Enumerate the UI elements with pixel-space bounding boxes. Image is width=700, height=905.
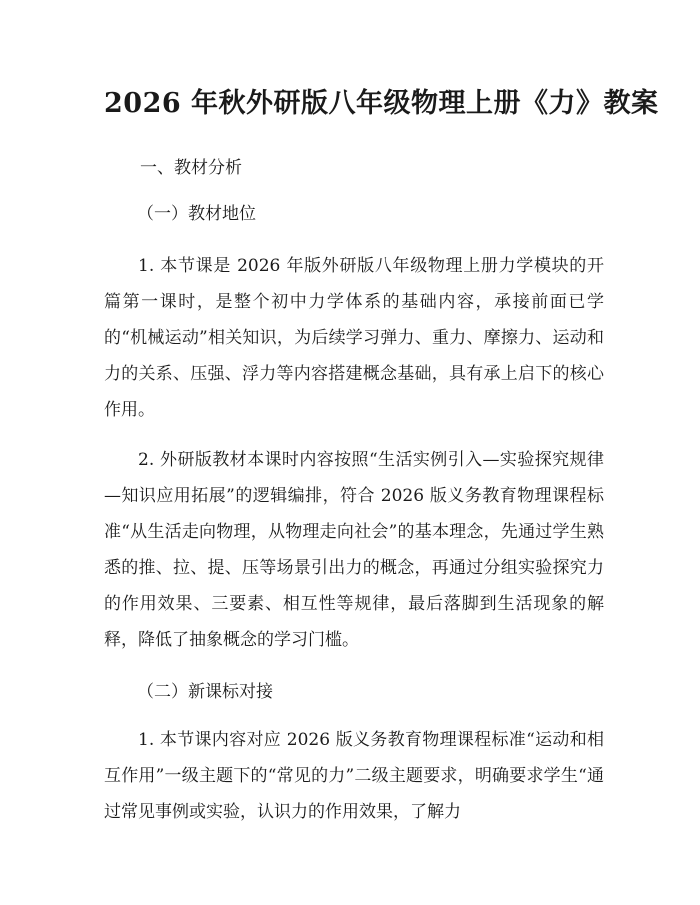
subsection-heading-curriculum-standards: （二）新课标对接 (137, 682, 273, 702)
paragraph-textbook-status-1: 1. 本节课是 2026 年版外研版八年级物理上册力学模块的开篇第一课时，是整个初中力学体系的基础内容，承接前面已学的“机械运动”相关知识，为后续学习弹力、重力、摩擦力、运动和力的关系、压强、浮力等内容搭建概念基础，具有承上启下的核心作用。 (104, 256, 604, 420)
subsection-heading-textbook-status: （一）教材地位 (137, 204, 256, 224)
section-heading-textbook-analysis: 一、教材分析 (140, 158, 242, 178)
document-title: 2026 年秋外研版八年级物理上册《力》教案 (104, 88, 659, 119)
paragraph-textbook-status-2: 2. 外研版教材本课时内容按照“生活实例引入—实验探究规律—知识应用拓展”的逻辑编排，符合 2026 版义务教育物理课程标准“从生活走向物理，从物理走向社会”的基本理念，先通过学生熟悉的推、拉、提、压等场景引出力的概念，再通过分组实验探究力的作用效果、三要素、相互性等规律，最后落脚到生活现象的解释，降低了抽象概念的学习门槛。 (104, 450, 604, 650)
paragraph-curriculum-standards-1: 1. 本节课内容对应 2026 版义务教育物理课程标准“运动和相互作用”一级主题下的“常见的力”二级主题要求，明确要求学生“通过常见事例或实验，认识力的作用效果，了解力 (104, 730, 604, 822)
